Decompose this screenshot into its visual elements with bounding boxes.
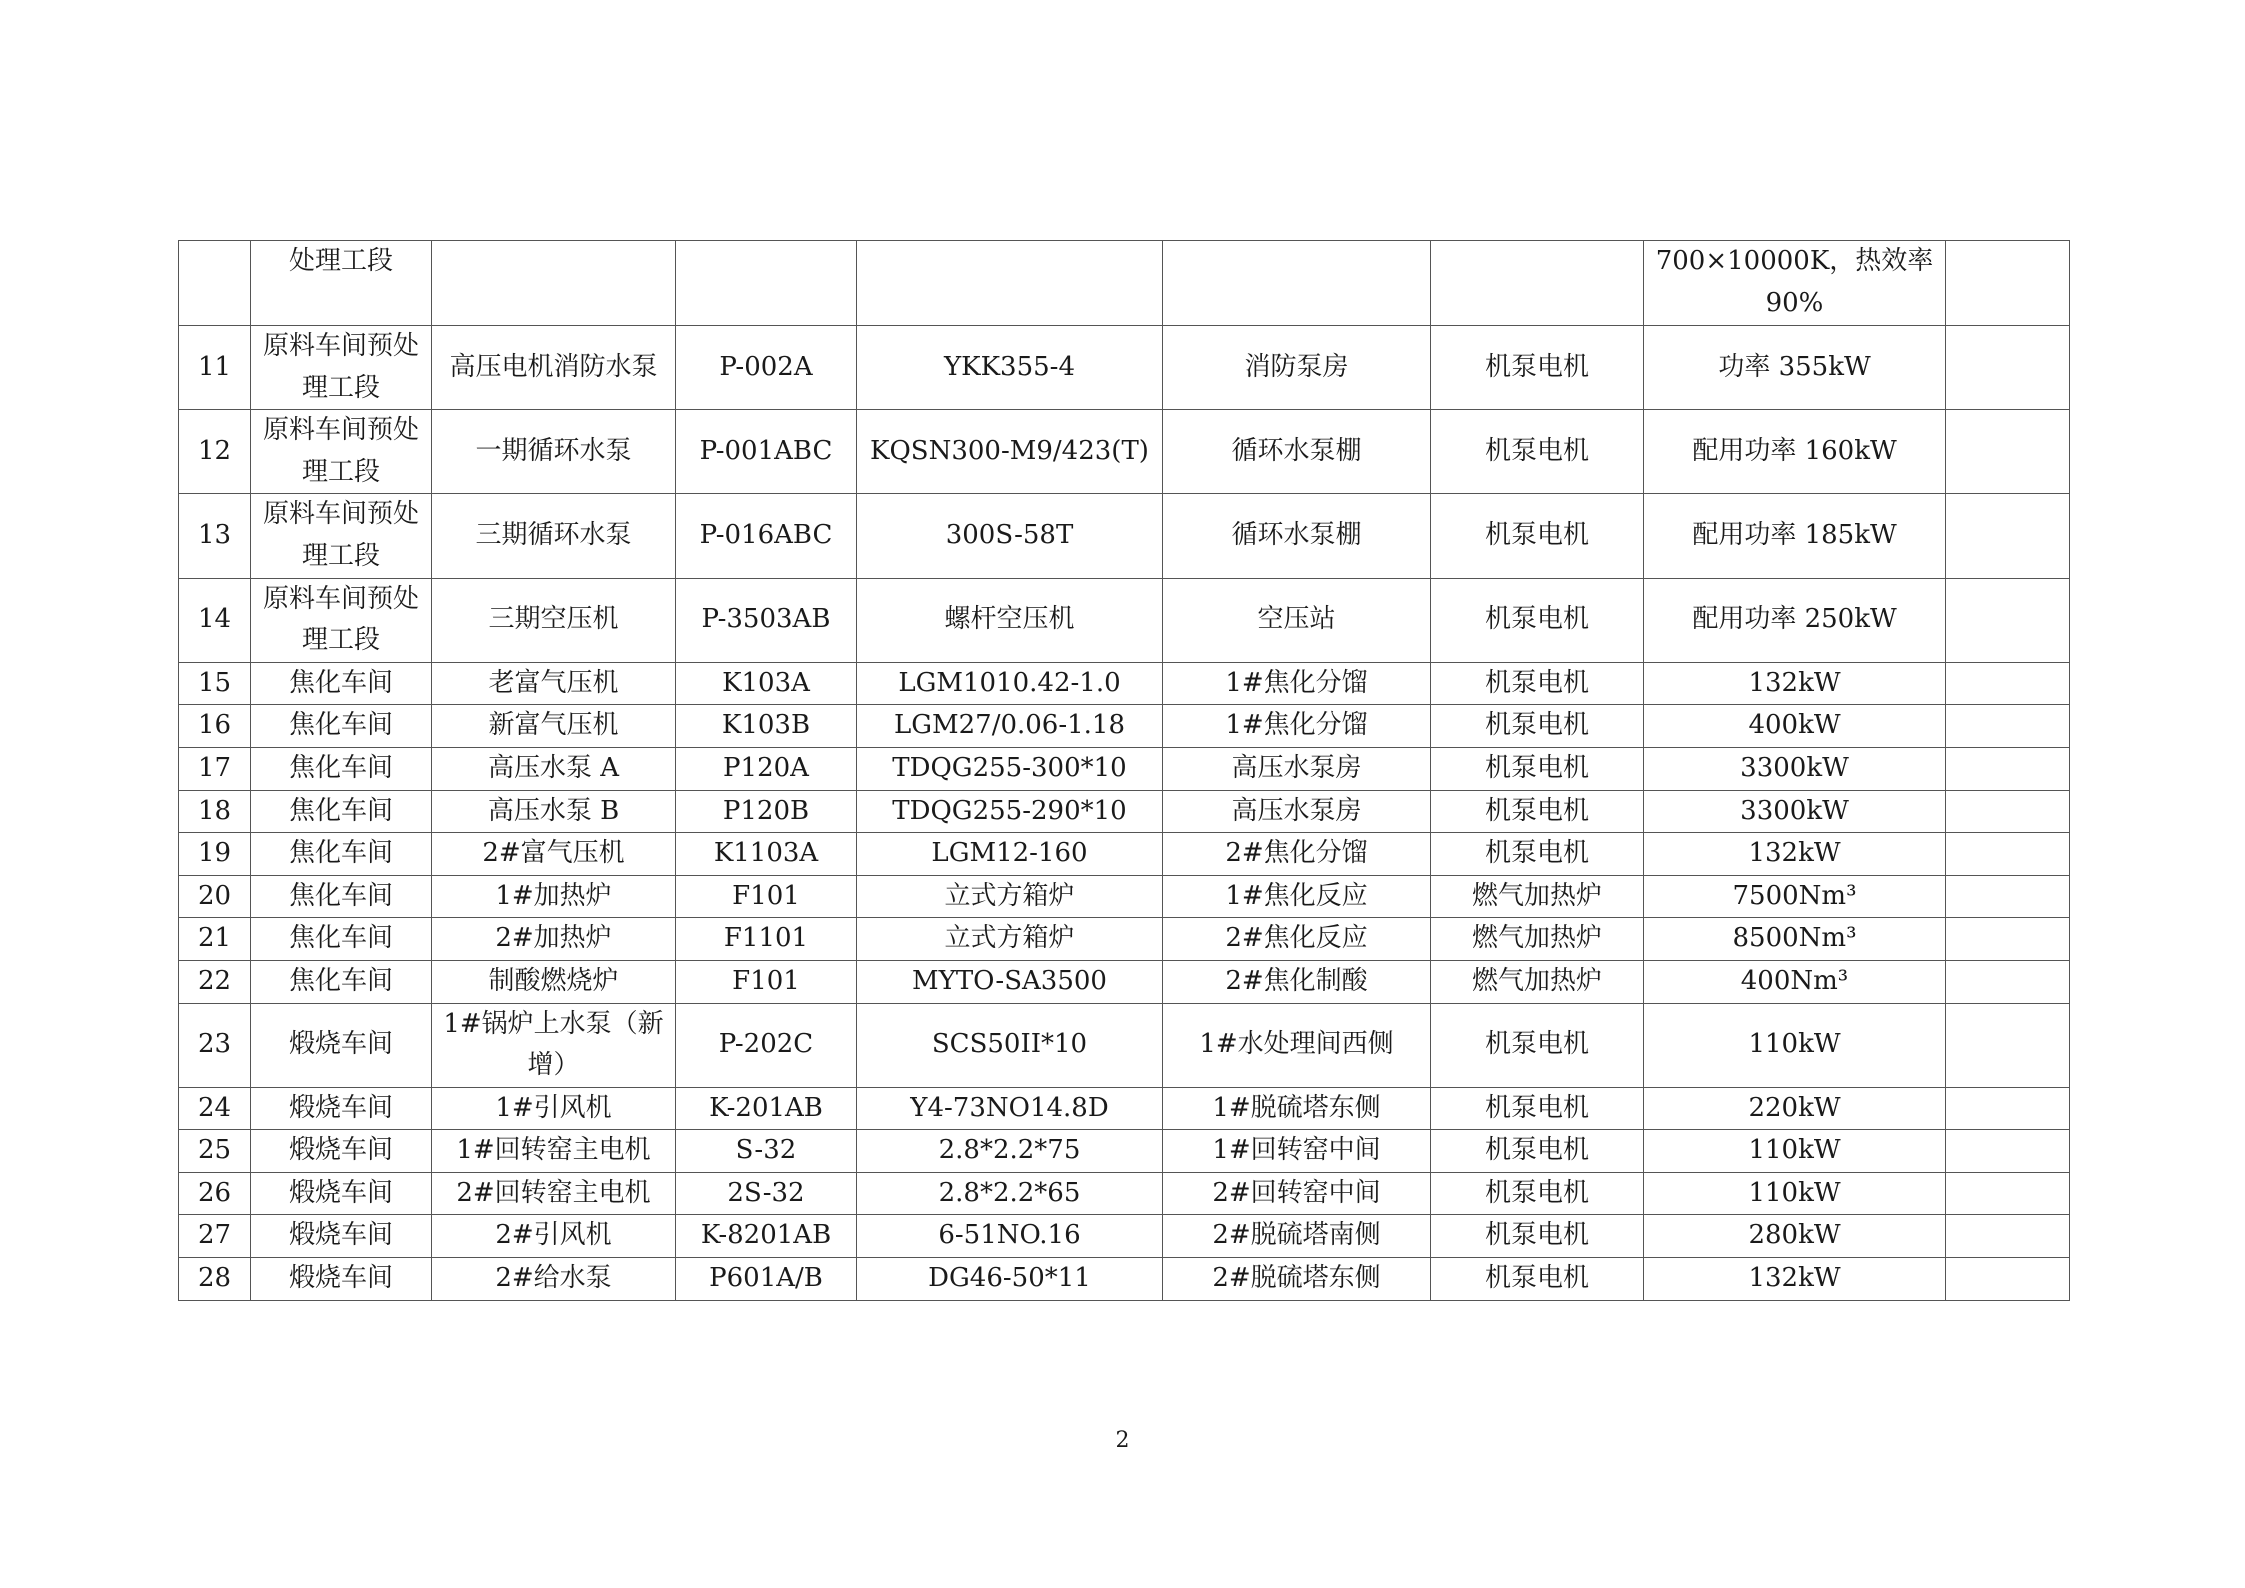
cell-remark (1946, 662, 2070, 705)
cell-model: 300S-58T (857, 494, 1163, 578)
cell-remark (1946, 960, 2070, 1003)
cell-type (1431, 241, 1644, 326)
cell-location: 1#回转窑中间 (1163, 1130, 1431, 1173)
cell-model: 螺杆空压机 (857, 578, 1163, 662)
table-row (179, 747, 2070, 790)
cell-model: SCS50II*10 (857, 1003, 1163, 1087)
cell-parameter: 功率 355kW (1644, 326, 1946, 410)
cell-parameter: 132kW (1644, 1258, 1946, 1301)
cell-tag: P-3503AB (676, 578, 857, 662)
cell-type: 燃气加热炉 (1431, 918, 1644, 961)
table-row (179, 1003, 2070, 1087)
cell-tag: F101 (676, 960, 857, 1003)
cell-workshop: 原料车间预处理工段 (251, 410, 432, 494)
equipment-table (178, 240, 2070, 1301)
cell-no: 13 (179, 494, 251, 578)
cell-tag: F101 (676, 875, 857, 918)
cell-workshop: 原料车间预处理工段 (251, 578, 432, 662)
cell-no: 26 (179, 1172, 251, 1215)
cell-tag: P-016ABC (676, 494, 857, 578)
cell-tag: S-32 (676, 1130, 857, 1173)
cell-name: 1#加热炉 (432, 875, 676, 918)
cell-no: 20 (179, 875, 251, 918)
cell-no: 25 (179, 1130, 251, 1173)
cell-no: 22 (179, 960, 251, 1003)
cell-tag: P120A (676, 747, 857, 790)
cell-parameter: 配用功率 160kW (1644, 410, 1946, 494)
cell-tag: K-8201AB (676, 1215, 857, 1258)
cell-remark (1946, 326, 2070, 410)
cell-tag: P601A/B (676, 1258, 857, 1301)
cell-parameter: 400Nm³ (1644, 960, 1946, 1003)
cell-remark (1946, 241, 2070, 326)
cell-tag: P-202C (676, 1003, 857, 1087)
cell-name: 老富气压机 (432, 662, 676, 705)
cell-parameter: 400kW (1644, 705, 1946, 748)
cell-name: 1#回转窑主电机 (432, 1130, 676, 1173)
cell-type: 机泵电机 (1431, 326, 1644, 410)
table-row (179, 578, 2070, 662)
cell-parameter: 110kW (1644, 1003, 1946, 1087)
cell-name: 一期循环水泵 (432, 410, 676, 494)
cell-location: 2#脱硫塔东侧 (1163, 1258, 1431, 1301)
cell-no: 27 (179, 1215, 251, 1258)
cell-parameter: 3300kW (1644, 790, 1946, 833)
cell-location: 高压水泵房 (1163, 790, 1431, 833)
cell-type: 机泵电机 (1431, 705, 1644, 748)
cell-workshop: 焦化车间 (251, 662, 432, 705)
cell-tag: P120B (676, 790, 857, 833)
cell-parameter: 110kW (1644, 1130, 1946, 1173)
cell-location: 2#脱硫塔南侧 (1163, 1215, 1431, 1258)
table-row (179, 833, 2070, 876)
cell-location: 1#焦化反应 (1163, 875, 1431, 918)
cell-workshop: 焦化车间 (251, 705, 432, 748)
cell-remark (1946, 875, 2070, 918)
cell-remark (1946, 1130, 2070, 1173)
cell-type: 机泵电机 (1431, 833, 1644, 876)
cell-tag: K1103A (676, 833, 857, 876)
table-row (179, 494, 2070, 578)
cell-name: 2#回转窑主电机 (432, 1172, 676, 1215)
cell-no: 16 (179, 705, 251, 748)
cell-type: 机泵电机 (1431, 790, 1644, 833)
cell-name: 1#锅炉上水泵（新增） (432, 1003, 676, 1087)
cell-model: LGM1010.42-1.0 (857, 662, 1163, 705)
cell-workshop: 焦化车间 (251, 918, 432, 961)
cell-location: 2#焦化制酸 (1163, 960, 1431, 1003)
cell-remark (1946, 410, 2070, 494)
cell-remark (1946, 747, 2070, 790)
cell-parameter: 280kW (1644, 1215, 1946, 1258)
cell-remark (1946, 833, 2070, 876)
cell-tag: P-002A (676, 326, 857, 410)
cell-type: 燃气加热炉 (1431, 875, 1644, 918)
cell-name: 2#加热炉 (432, 918, 676, 961)
cell-tag: K103B (676, 705, 857, 748)
cell-model: 2.8*2.2*75 (857, 1130, 1163, 1173)
cell-name: 三期空压机 (432, 578, 676, 662)
cell-location: 2#焦化反应 (1163, 918, 1431, 961)
cell-no: 24 (179, 1087, 251, 1130)
cell-workshop: 煅烧车间 (251, 1130, 432, 1173)
cell-model: 2.8*2.2*65 (857, 1172, 1163, 1215)
cell-location: 消防泵房 (1163, 326, 1431, 410)
cell-workshop: 煅烧车间 (251, 1003, 432, 1087)
table-row (179, 918, 2070, 961)
cell-tag: 2S-32 (676, 1172, 857, 1215)
cell-remark (1946, 1003, 2070, 1087)
table-row (179, 326, 2070, 410)
cell-type: 机泵电机 (1431, 1258, 1644, 1301)
cell-name: 1#引风机 (432, 1087, 676, 1130)
cell-parameter: 220kW (1644, 1087, 1946, 1130)
cell-location: 1#焦化分馏 (1163, 662, 1431, 705)
cell-no: 21 (179, 918, 251, 961)
cell-remark (1946, 578, 2070, 662)
cell-location: 空压站 (1163, 578, 1431, 662)
cell-name: 2#引风机 (432, 1215, 676, 1258)
cell-remark (1946, 918, 2070, 961)
cell-parameter: 配用功率 250kW (1644, 578, 1946, 662)
cell-tag: P-001ABC (676, 410, 857, 494)
cell-location: 2#回转窑中间 (1163, 1172, 1431, 1215)
table-row (179, 960, 2070, 1003)
table-row (179, 1130, 2070, 1173)
cell-type: 机泵电机 (1431, 662, 1644, 705)
cell-remark (1946, 1215, 2070, 1258)
cell-type: 机泵电机 (1431, 1172, 1644, 1215)
cell-workshop: 煅烧车间 (251, 1258, 432, 1301)
cell-remark (1946, 1258, 2070, 1301)
cell-parameter: 3300kW (1644, 747, 1946, 790)
table-row (179, 705, 2070, 748)
cell-location: 循环水泵棚 (1163, 494, 1431, 578)
cell-model: MYTO-SA3500 (857, 960, 1163, 1003)
table-row (179, 410, 2070, 494)
table-row (179, 875, 2070, 918)
cell-type: 机泵电机 (1431, 1087, 1644, 1130)
cell-model: TDQG255-300*10 (857, 747, 1163, 790)
cell-tag (676, 241, 857, 326)
cell-type: 机泵电机 (1431, 410, 1644, 494)
cell-name: 高压水泵 A (432, 747, 676, 790)
cell-name (432, 241, 676, 326)
cell-name: 制酸燃烧炉 (432, 960, 676, 1003)
cell-parameter: 700×10000K，热效率90% (1644, 241, 1946, 326)
cell-name: 新富气压机 (432, 705, 676, 748)
cell-workshop: 煅烧车间 (251, 1215, 432, 1258)
table-row (179, 1258, 2070, 1301)
cell-location (1163, 241, 1431, 326)
cell-parameter: 110kW (1644, 1172, 1946, 1215)
cell-location: 1#脱硫塔东侧 (1163, 1087, 1431, 1130)
cell-parameter: 8500Nm³ (1644, 918, 1946, 961)
cell-no: 18 (179, 790, 251, 833)
cell-model (857, 241, 1163, 326)
cell-model: 立式方箱炉 (857, 918, 1163, 961)
cell-no: 19 (179, 833, 251, 876)
cell-location: 循环水泵棚 (1163, 410, 1431, 494)
cell-workshop: 煅烧车间 (251, 1172, 432, 1215)
cell-name: 2#富气压机 (432, 833, 676, 876)
cell-workshop: 焦化车间 (251, 790, 432, 833)
cell-workshop: 焦化车间 (251, 875, 432, 918)
table-row (179, 1087, 2070, 1130)
cell-name: 三期循环水泵 (432, 494, 676, 578)
cell-no (179, 241, 251, 326)
cell-type: 机泵电机 (1431, 747, 1644, 790)
cell-tag: K103A (676, 662, 857, 705)
cell-parameter: 132kW (1644, 833, 1946, 876)
cell-workshop: 处理工段 (251, 241, 432, 326)
cell-no: 23 (179, 1003, 251, 1087)
cell-model: TDQG255-290*10 (857, 790, 1163, 833)
cell-type: 机泵电机 (1431, 494, 1644, 578)
cell-no: 11 (179, 326, 251, 410)
cell-parameter: 配用功率 185kW (1644, 494, 1946, 578)
cell-type: 燃气加热炉 (1431, 960, 1644, 1003)
cell-remark (1946, 494, 2070, 578)
cell-type: 机泵电机 (1431, 1130, 1644, 1173)
cell-workshop: 焦化车间 (251, 833, 432, 876)
cell-remark (1946, 790, 2070, 833)
cell-location: 1#水处理间西侧 (1163, 1003, 1431, 1087)
cell-model: LGM27/0.06-1.18 (857, 705, 1163, 748)
table-row (179, 1172, 2070, 1215)
cell-name: 高压水泵 B (432, 790, 676, 833)
cell-workshop: 原料车间预处理工段 (251, 494, 432, 578)
cell-model: 立式方箱炉 (857, 875, 1163, 918)
cell-type: 机泵电机 (1431, 1003, 1644, 1087)
cell-model: 6-51NO.16 (857, 1215, 1163, 1258)
cell-no: 12 (179, 410, 251, 494)
cell-workshop: 原料车间预处理工段 (251, 326, 432, 410)
cell-workshop: 煅烧车间 (251, 1087, 432, 1130)
cell-name: 高压电机消防水泵 (432, 326, 676, 410)
cell-name: 2#给水泵 (432, 1258, 676, 1301)
table-body (179, 241, 2070, 1301)
cell-no: 17 (179, 747, 251, 790)
cell-remark (1946, 1087, 2070, 1130)
table-row (179, 790, 2070, 833)
page-number: 2 (1115, 1428, 1130, 1453)
cell-location: 2#焦化分馏 (1163, 833, 1431, 876)
table-row (179, 1215, 2070, 1258)
cell-location: 1#焦化分馏 (1163, 705, 1431, 748)
cell-tag: K-201AB (676, 1087, 857, 1130)
cell-model: Y4-73NO14.8D (857, 1087, 1163, 1130)
cell-model: LGM12-160 (857, 833, 1163, 876)
cell-workshop: 焦化车间 (251, 960, 432, 1003)
cell-no: 28 (179, 1258, 251, 1301)
cell-parameter: 7500Nm³ (1644, 875, 1946, 918)
cell-no: 14 (179, 578, 251, 662)
cell-no: 15 (179, 662, 251, 705)
table-row (179, 662, 2070, 705)
cell-remark (1946, 705, 2070, 748)
cell-model: YKK355-4 (857, 326, 1163, 410)
cell-location: 高压水泵房 (1163, 747, 1431, 790)
cell-type: 机泵电机 (1431, 578, 1644, 662)
cell-workshop: 焦化车间 (251, 747, 432, 790)
table-row-continuation (179, 241, 2070, 326)
cell-tag: F1101 (676, 918, 857, 961)
cell-model: KQSN300-M9/423(T) (857, 410, 1163, 494)
cell-parameter: 132kW (1644, 662, 1946, 705)
cell-model: DG46-50*11 (857, 1258, 1163, 1301)
cell-remark (1946, 1172, 2070, 1215)
cell-type: 机泵电机 (1431, 1215, 1644, 1258)
